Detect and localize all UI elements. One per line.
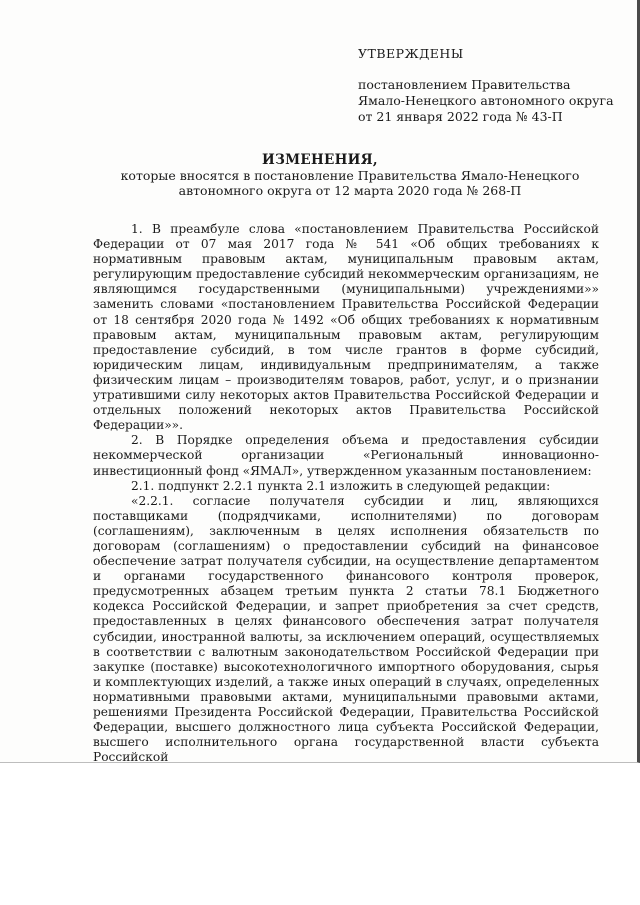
approval-title: УТВЕРЖДЕНЫ (358, 46, 464, 61)
subtitle-line: автономного округа от 12 марта 2020 года № 268-П (178, 183, 522, 198)
document-subtitle (0, 168, 640, 198)
subtitle-line: которые вносятся в постановление Правительства Ямало-Ненецкого (120, 168, 580, 183)
approval-line: постановлением Правительства (358, 77, 571, 92)
approval-line: Ямало-Ненецкого автономного округа (358, 93, 614, 108)
document-body (93, 222, 599, 765)
approval-stamp (358, 46, 618, 125)
paragraph-2-2-1-quote: «2.2.1. согласие получателя субсидии и лиц, являющихся поставщиками (подрядчиками, исполнителями) по договорам (соглашениям), заключенным в целях исполнения обязательств по договорам (соглашениям) о предоставлении субсидий на финансовое обеспечение затрат получателя субсидии, на осуществление департаментом и органами государственного финансового контроля проверок, предусмотренных абзацем третьим пункта 2 статьи 78.1 Бюджетного кодекса Российской Федерации, и запрет приобретения за счет средств, предоставленных в целях финансового обеспечения затрат получателя субсидии, иностранной валюты, за исключением операций, осуществляемых в соответствии с валютным законодательством Российской Федерации при закупке (поставке) высокотехнологичного импортного оборудования, сырья и комплектующих изделий, а также иных операций в случаях, определенных нормативными правовыми актами, муниципальными правовыми актами, решениями Президента Российской Федерации, Правительства Российской Федерации, высшего должностного лица субъекта Российской Федерации, высшего исполнительного органа государственной власти субъекта Российской (93, 493, 599, 765)
document-title: ИЗМЕНЕНИЯ, (262, 152, 378, 168)
paragraph-1-preamble: 1. В преамбуле слова «постановлением Правительства Российской Федерации от 07 мая 2017 года № 541 «Об общих требованиях к нормативным правовым актам, муниципальным правовым актам, регулирующим предоставление субсидий некоммерческим организациям, не являющимся государственными (муниципальными) учреждениями»» заменить словами «постановлением Правительства Российской Федерации от 18 сентября 2020 года № 1492 «Об общих требованиях к нормативным правовым актам, муниципальным правовым актам, регулирующим предоставление субсидий, в том числе грантов в форме субсидий, юридическим лицам, индивидуальным предпринимателям, а также физическим лицам – производителям товаров, работ, услуг, и о признании утратившими силу некоторых актов Правительства Российской Федерации и отдельных положений некоторых актов Правительства Российской Федерации»». (93, 222, 599, 433)
approval-line: от 21 января 2022 года № 43-П (358, 109, 563, 124)
paragraph-2-1: 2.1. подпункт 2.2.1 пункта 2.1 изложить в следующей редакции: (131, 478, 551, 493)
paragraph-2-procedure: 2. В Порядке определения объема и предоставления субсидии некоммерческой организации «Региональный инновационно-инвестиционный фонд «ЯМАЛ», утвержденном указанным постановлением: (93, 433, 599, 478)
